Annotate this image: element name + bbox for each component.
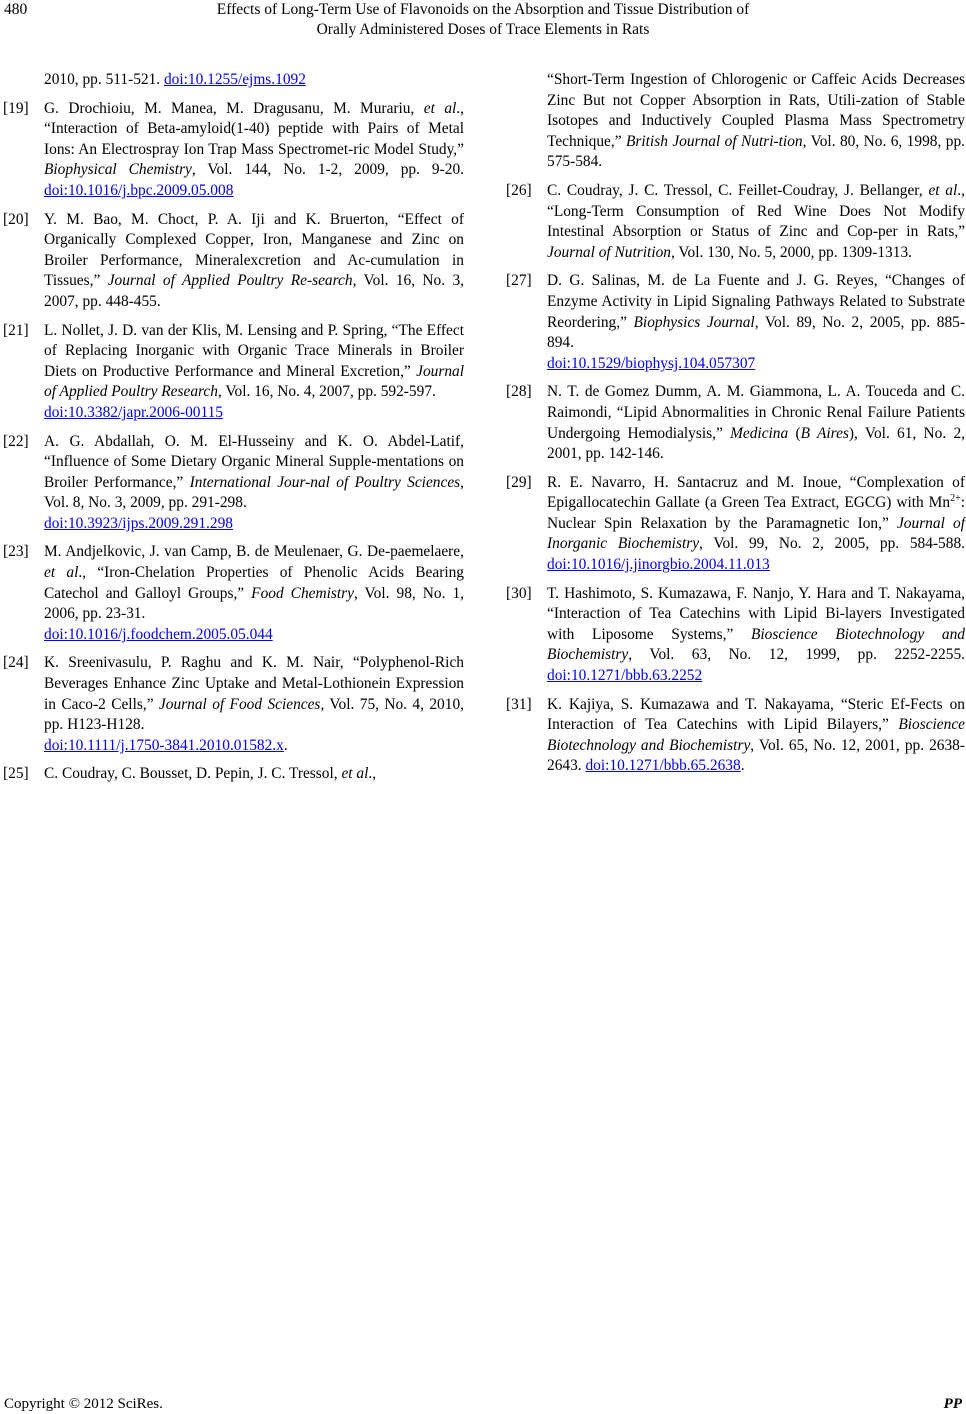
journal-name: Journal of Applied Poultry Research	[44, 362, 464, 401]
et-al: et al	[423, 99, 457, 117]
reference-body	[547, 181, 965, 263]
reference-20	[3, 210, 464, 313]
reference-authors: C. Coudray, C. Bousset, D. Pepin, J. C. Tressol,	[44, 765, 342, 783]
reference-number: [29]	[506, 473, 532, 491]
page-number: 480	[4, 1, 28, 18]
reference-number: [21]	[3, 321, 29, 339]
reference-details: , Vol. 99, No. 2, 2005, pp. 584-588.	[699, 535, 965, 553]
reference-title: ., “Iron-Chelation Properties of Phenolic Acids Bearing Catechol and Galloyl Groups,”	[44, 564, 464, 602]
reference-22	[3, 432, 464, 535]
reference-number: [20]	[3, 210, 29, 228]
doi-link[interactable]: doi:10.1111/j.1750-3841.2010.01582.x	[44, 736, 284, 754]
et-al: et al	[928, 181, 958, 199]
doi-link[interactable]: doi:10.1271/bbb.65.2638	[585, 757, 741, 775]
reference-continuation	[506, 70, 965, 173]
reference-punctuation: (	[788, 424, 801, 442]
reference-body	[44, 432, 464, 535]
reference-body	[547, 473, 965, 576]
journal-name: Medicina	[730, 424, 789, 442]
journal-name: B Aires	[800, 424, 849, 442]
reference-30	[506, 584, 965, 687]
journal-name: Journal of Inorganic Biochemistry	[547, 514, 965, 553]
reference-text: “Short-Term Ingestion of Chlorogenic or Caffeic Acids Decreases Zinc But not Copper Absorption in Rats, Utili-zation of Stable Isotopes and Inductively Coupled Plasma Mass Spectrometry Technique,”	[547, 71, 965, 150]
journal-name: Bioscience Biotechnology and Biochemistry	[547, 716, 965, 754]
reference-details: ), Vol. 61, No. 2, 2001, pp. 142-146.	[547, 424, 965, 463]
doi-link[interactable]: doi:10.1016/j.bpc.2009.05.008	[44, 181, 234, 199]
journal-name: Food Chemistry	[251, 584, 354, 602]
superscript: 2+	[950, 493, 961, 505]
reference-number: [30]	[506, 584, 532, 602]
reference-authors: C. Coudray, J. C. Tressol, C. Feillet-Coudray, J. Bellanger,	[547, 181, 929, 199]
reference-text: Y. M. Bao, M. Choct, P. A. Iji and K. Bruerton, “Effect of Organically Complexed Copper, Iron, Manganese and Zinc on Broiler Performance, Mineralexcretion and Ac-cumulation in Tissues,”	[44, 210, 464, 290]
reference-24	[3, 653, 464, 756]
reference-authors: G. Drochioiu, M. Manea, M. Dragusanu, M. Murariu,	[44, 99, 424, 117]
reference-details: , Vol. 16, No. 3, 2007, pp. 448-455.	[44, 272, 464, 310]
journal-name: Bioscience Biotechnology and Biochemistry	[547, 625, 965, 664]
reference-number: [31]	[506, 695, 532, 713]
running-title	[150, 0, 816, 40]
reference-number: [19]	[3, 99, 29, 117]
reference-27	[506, 271, 965, 374]
reference-details: , Vol. 16, No. 4, 2007, pp. 592-597.	[217, 383, 436, 401]
journal-name: Journal of Food Sciences	[158, 695, 321, 713]
reference-text: D. G. Salinas, M. de La Fuente and J. G. Reyes, “Changes of Enzyme Activity in Lipid Signaling Pathways Related to Substrate Reordering,”	[547, 272, 965, 331]
journal-name: Journal of Nutrition	[547, 243, 671, 261]
et-al: et al	[341, 765, 369, 783]
doi-link[interactable]: doi:10.1529/biophysj.104.057307	[547, 354, 756, 372]
reference-details: , Vol. 8, No. 3, 2009, pp. 291-298.	[44, 473, 464, 512]
reference-text: A. G. Abdallah, O. M. El-Husseiny and K. O. Abdel-Latif, “Influence of Some Dietary Organic Mineral Supple-mentations on Broiler Performance,”	[44, 432, 464, 491]
reference-body	[44, 99, 464, 202]
et-al: et al	[44, 564, 79, 582]
reference-continuation	[3, 70, 464, 91]
reference-details: , Vol. 98, No. 1, 2006, pp. 23-31.	[44, 584, 464, 623]
reference-text: : Nuclear Spin Relaxation by the Paramagnetic Ion,”	[547, 494, 965, 532]
reference-21	[3, 321, 464, 424]
reference-body	[547, 695, 965, 777]
reference-body	[44, 321, 464, 424]
reference-body	[547, 271, 965, 374]
reference-body	[44, 542, 464, 645]
reference-details: , Vol. 80, No. 6, 1998, pp. 575-584.	[547, 132, 965, 171]
reference-31	[506, 695, 965, 777]
running-title-line-1: Effects of Long-Term Use of Flavonoids on the Absorption and Tissue Distribution of	[216, 1, 750, 18]
left-column	[3, 70, 464, 793]
reference-title: ., “Long-Term Consumption of Red Wine Does Not Modify Intestinal Absorption or Status of Zinc and Cop-per in Rats,”	[547, 181, 965, 241]
doi-link[interactable]: doi:10.1016/j.foodchem.2005.05.044	[44, 625, 273, 643]
reference-text: N. T. de Gomez Dumm, A. M. Giammona, L. A. Touceda and C. Raimondi, “Lipid Abnormalities in Chronic Renal Failure Patients Undergoing Hemodialysis,”	[547, 383, 965, 442]
reference-number: [25]	[3, 765, 29, 783]
doi-link[interactable]: doi:10.1016/j.jinorgbio.2004.11.013	[547, 556, 770, 574]
copyright-notice: Copyright © 2012 SciRes.	[4, 1396, 163, 1412]
reference-punctuation: .,	[368, 765, 377, 783]
reference-body	[547, 584, 965, 687]
reference-body	[44, 764, 464, 785]
right-column	[506, 70, 965, 785]
reference-number: [26]	[506, 181, 532, 199]
doi-link[interactable]: doi:10.1255/ejms.1092	[163, 71, 306, 88]
reference-text: T. Hashimoto, S. Kumazawa, F. Nanjo, Y. Hara and T. Nakayama, “Interaction of Tea Catechins with Lipid Bi-layers Investigated with Liposome Systems,”	[547, 584, 965, 643]
reference-28	[506, 382, 965, 464]
reference-25	[3, 764, 464, 785]
reference-text: K. Kajiya, S. Kumazawa and T. Nakayama, “Steric Ef-Fects on Interaction of Tea Catechins with Lipid Bilayers,”	[547, 695, 965, 734]
reference-punctuation: .	[740, 757, 745, 775]
journal-name: International Jour-nal of Poultry Sciences	[189, 473, 461, 491]
reference-26	[506, 181, 965, 263]
reference-authors: M. Andjelkovic, J. van Camp, B. de Meulenaer, G. De-paemelaere,	[44, 543, 464, 561]
reference-number: [23]	[3, 543, 29, 561]
doi-link[interactable]: doi:10.1271/bbb.63.2252	[547, 667, 703, 685]
doi-link[interactable]: doi:10.3382/japr.2006-00115	[44, 403, 223, 421]
reference-23	[3, 542, 464, 645]
reference-text: 2010, pp. 511-521.	[44, 71, 164, 88]
journal-name: Journal of Applied Poultry Re-search	[107, 272, 353, 290]
reference-19	[3, 99, 464, 202]
reference-text: L. Nollet, J. D. van der Klis, M. Lensing and P. Spring, “The Effect of Replacing Inorganic with Organic Trace Minerals in Broiler Diets on Productive Performance and Mineral Excretion,”	[44, 321, 464, 380]
reference-body	[44, 653, 464, 756]
reference-number: [27]	[506, 272, 532, 290]
reference-details: , Vol. 63, No. 12, 1999, pp. 2252-2255.	[628, 646, 965, 664]
reference-body	[547, 382, 965, 464]
doi-link[interactable]: doi:10.3923/ijps.2009.291.298	[44, 514, 233, 532]
reference-details: , Vol. 130, No. 5, 2000, pp. 1309-1313.	[671, 243, 912, 261]
reference-details: , Vol. 75, No. 4, 2010, pp. H123-H128.	[44, 695, 464, 734]
reference-text: K. Sreenivasulu, P. Raghu and K. M. Nair, “Polyphenol-Rich Beverages Enhance Zinc Uptake and Metal-Lothionein Expression in Caco-2 Cells,”	[44, 654, 464, 713]
reference-punctuation: .	[283, 736, 288, 754]
reference-details: , Vol. 144, No. 1-2, 2009, pp. 9-20.	[191, 161, 464, 179]
running-title-line-2: Orally Administered Doses of Trace Elements in Rats	[316, 21, 650, 38]
journal-name: British Journal of Nutri-tion	[625, 132, 803, 150]
journal-code: PP	[943, 1396, 962, 1412]
page-header	[0, 0, 966, 48]
reference-body	[44, 210, 464, 313]
reference-title: ., “Interaction of Beta-amyloid(1-40) peptide with Pairs of Metal Ions: An Electrospray Ion Trap Mass Spectromet-ric Model Study,”	[44, 99, 464, 158]
journal-name: Biophysical Chemistry	[44, 161, 192, 179]
reference-number: [28]	[506, 383, 532, 401]
page-footer	[0, 1394, 966, 1414]
reference-29	[506, 473, 965, 576]
reference-details: , Vol. 89, No. 2, 2005, pp. 885-894.	[547, 313, 966, 352]
reference-text: R. E. Navarro, H. Santacruz and M. Inoue, “Complexation of Epigallocatechin Gallate (a Green Tea Extract, EGCG) with Mn	[547, 473, 965, 512]
reference-details: , Vol. 65, No. 12, 2001, pp. 2638-2643.	[547, 736, 966, 775]
reference-number: [22]	[3, 432, 29, 450]
journal-name: Biophysics Journal	[633, 313, 755, 331]
reference-number: [24]	[3, 654, 29, 672]
